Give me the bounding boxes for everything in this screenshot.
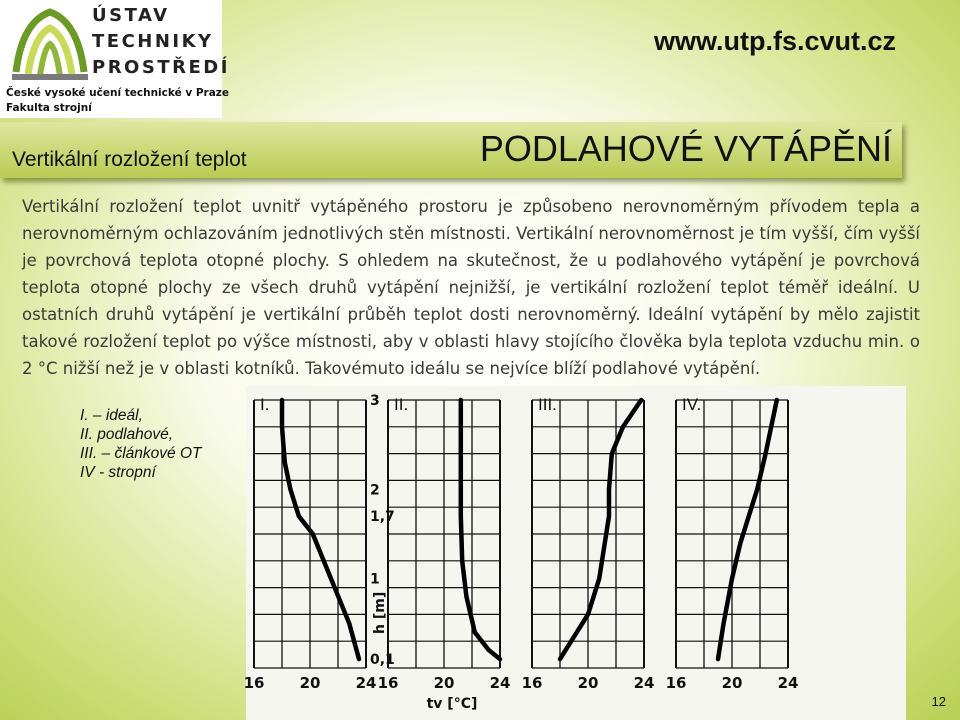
legend-item: I. – ideál, xyxy=(80,407,143,424)
page-number: 12 xyxy=(931,694,946,709)
y-tick-label: 0,1 xyxy=(370,652,395,669)
chart-svg xyxy=(243,386,906,720)
x-tick-label: 24 xyxy=(489,674,511,692)
x-axis-label: tv [°C] xyxy=(426,696,478,712)
x-tick-label: 16 xyxy=(665,674,687,692)
panel-label: I. xyxy=(260,395,270,414)
body-sentence: Vertikální rozložení teplot uvnitř vytápěného prostoru je způsobeno nerovnoměrným přívodem tepla a nerovnoměrným ochlazováním jednotlivých stěn místnosti. xyxy=(22,197,920,243)
x-tick-label: 24 xyxy=(355,674,377,692)
y-tick-label: 2 xyxy=(370,482,380,499)
series-line-4 xyxy=(718,400,777,659)
x-tick-label: 24 xyxy=(777,674,799,692)
legend-item: III. – článkové OT xyxy=(80,445,202,462)
x-tick-label: 20 xyxy=(721,674,743,692)
x-tick-label: 20 xyxy=(299,674,321,692)
logo-university: České vysoké učení technické v Praze xyxy=(6,87,230,99)
panel-label: II. xyxy=(394,395,409,414)
y-axis-label: h [m] xyxy=(372,591,388,634)
logo-emblem xyxy=(4,2,94,88)
logo-line-1: ÚSTAV xyxy=(92,5,170,26)
panel-label: III. xyxy=(538,395,557,414)
body-sentence: S ohledem na skutečnost, že u podlahového vytápění je povrchová teplota otopné plochy ze všech druhů vytápění nejnižší, je vertikální rozložení teplot téměř ideální. xyxy=(22,251,921,297)
body-paragraph xyxy=(22,193,920,382)
chart-legend xyxy=(80,406,201,482)
logo-faculty: Fakulta strojní xyxy=(6,102,92,114)
series-line-1 xyxy=(282,400,359,659)
temperature-profile-chart xyxy=(243,386,906,720)
series-line-2 xyxy=(461,400,500,659)
x-tick-label: 16 xyxy=(243,674,265,692)
x-tick-label: 16 xyxy=(521,674,543,692)
body-sentence: Vertikální nerovnoměrnost je tím vyšší, čím vyšší je povrchová teplota otopné plochy. xyxy=(22,224,920,270)
x-tick-label: 24 xyxy=(633,674,655,692)
slide-title: PODLAHOVÉ VYTÁPĚNÍ xyxy=(479,128,892,169)
logo xyxy=(0,0,230,118)
website-link[interactable]: www.utp.fs.cvut.cz xyxy=(653,26,896,56)
series-line-3 xyxy=(560,400,641,659)
title-bar xyxy=(0,122,902,178)
y-tick-label: 1,7 xyxy=(370,509,395,526)
legend-item: IV - stropní xyxy=(80,464,156,481)
body-sentence: Takovémuto ideálu se nejvíce blíží podlahové vytápění. xyxy=(305,359,761,378)
legend-item: II. podlahové, xyxy=(80,426,174,443)
y-tick-label: 3 xyxy=(370,393,380,409)
logo-line-2: TECHNIKY xyxy=(92,31,214,52)
x-tick-label: 20 xyxy=(577,674,599,692)
y-tick-label: 1 xyxy=(370,571,380,588)
x-tick-label: 16 xyxy=(377,674,399,692)
body-sentence: Ideální vytápění by mělo zajistit takové rozložení teplot po výšce místnosti, aby v oblasti hlavy stojícího člověka byla teplota vzduchu min. o 2 °C nižší než je v oblasti kotníků. xyxy=(22,305,921,378)
slide-subtitle: Vertikální rozložení teplot xyxy=(12,148,247,171)
body-sentence: U ostatních druhů vytápění je vertikální průběh teplot dosti nerovnoměrný. xyxy=(22,278,920,324)
x-tick-label: 20 xyxy=(433,674,455,692)
logo-line-3: PROSTŘEDÍ xyxy=(92,57,230,78)
panel-label: IV. xyxy=(682,395,702,414)
